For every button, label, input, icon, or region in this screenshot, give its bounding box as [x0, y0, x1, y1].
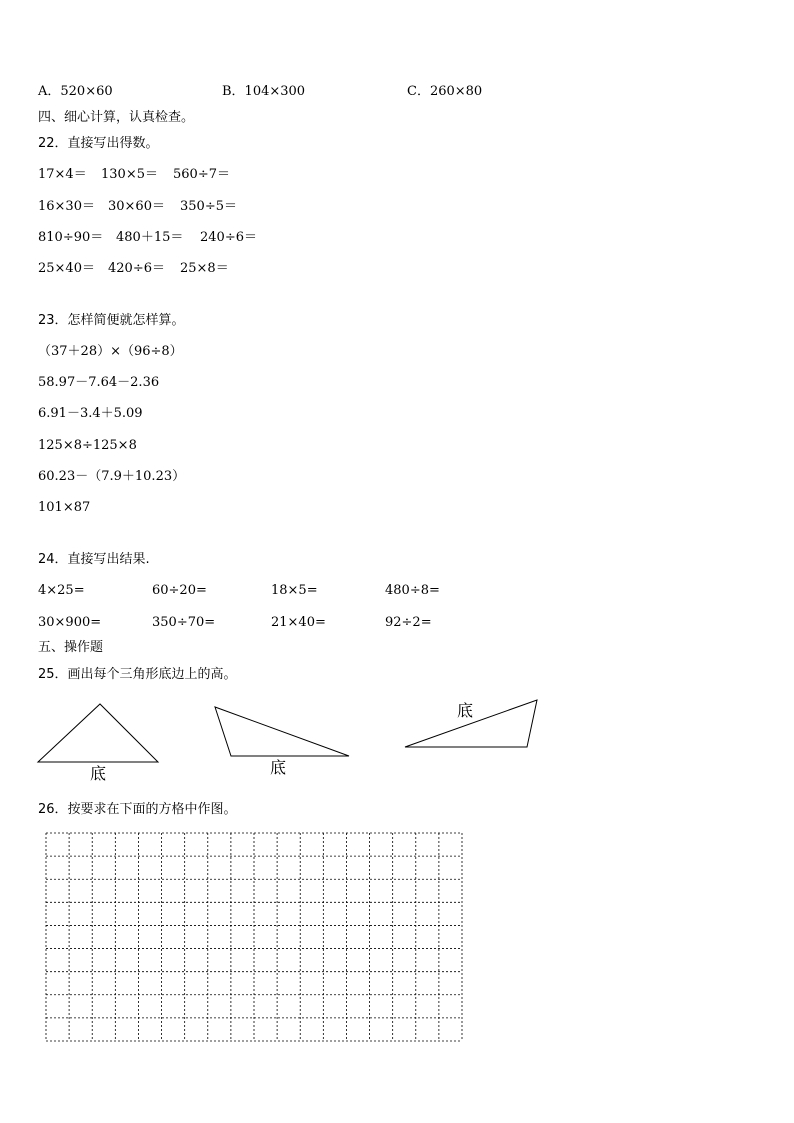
q24-item: 60÷20=	[152, 583, 207, 598]
q24-item: 18×5=	[271, 583, 318, 598]
q22-item: 480＋15＝	[116, 230, 184, 245]
q24-item: 21×40=	[271, 615, 326, 630]
q24-item: 4×25=	[38, 583, 85, 598]
q22-item: 560÷7＝	[173, 167, 230, 182]
q22-item: 420÷6＝	[108, 261, 165, 276]
option-a: A．520×60	[38, 84, 113, 99]
q22-item: 25×40＝	[38, 261, 95, 276]
q22-item: 810÷90＝	[38, 230, 104, 245]
q24-item: 350÷70=	[152, 615, 216, 630]
q23-title: 23．怎样简便就怎样算。	[38, 313, 185, 328]
q24-title: 24．直接写出结果.	[38, 552, 150, 567]
q24-item: 92÷2=	[385, 615, 432, 630]
q22-item: 130×5＝	[101, 167, 158, 182]
q23-item: 58.97－7.64－2.36	[38, 375, 160, 390]
section-4-title: 四、细心计算，认真检查。	[38, 110, 195, 125]
q23-item: 60.23－（7.9＋10.23）	[38, 469, 186, 484]
q23-item: 101×87	[38, 500, 91, 515]
triangle-3-base-label: 底	[457, 701, 474, 720]
q23-item: （37＋28）×（96÷8）	[38, 344, 183, 359]
triangle-1-base-label: 底	[90, 764, 107, 783]
q25-title: 25．画出每个三角形底边上的高。	[38, 667, 237, 682]
q24-item: 480÷8=	[385, 583, 440, 598]
option-b: B．104×300	[222, 84, 306, 99]
q22-item: 16×30＝	[38, 199, 95, 214]
option-c: C．260×80	[407, 84, 483, 99]
q22-item: 25×8＝	[180, 261, 229, 276]
triangle-2-base-label: 底	[270, 758, 287, 777]
q22-title: 22．直接写出得数。	[38, 136, 159, 151]
q24-item: 30×900=	[38, 615, 102, 630]
q22-item: 17×4＝	[38, 167, 87, 182]
section-5-title: 五、操作题	[38, 640, 104, 655]
q23-item: 125×8÷125×8	[38, 438, 137, 453]
q26-title: 26．按要求在下面的方格中作图。	[38, 802, 237, 817]
q22-item: 350÷5＝	[180, 199, 237, 214]
q22-item: 30×60＝	[108, 199, 165, 214]
q23-item: 6.91－3.4＋5.09	[38, 406, 143, 421]
q22-item: 240÷6＝	[200, 230, 257, 245]
